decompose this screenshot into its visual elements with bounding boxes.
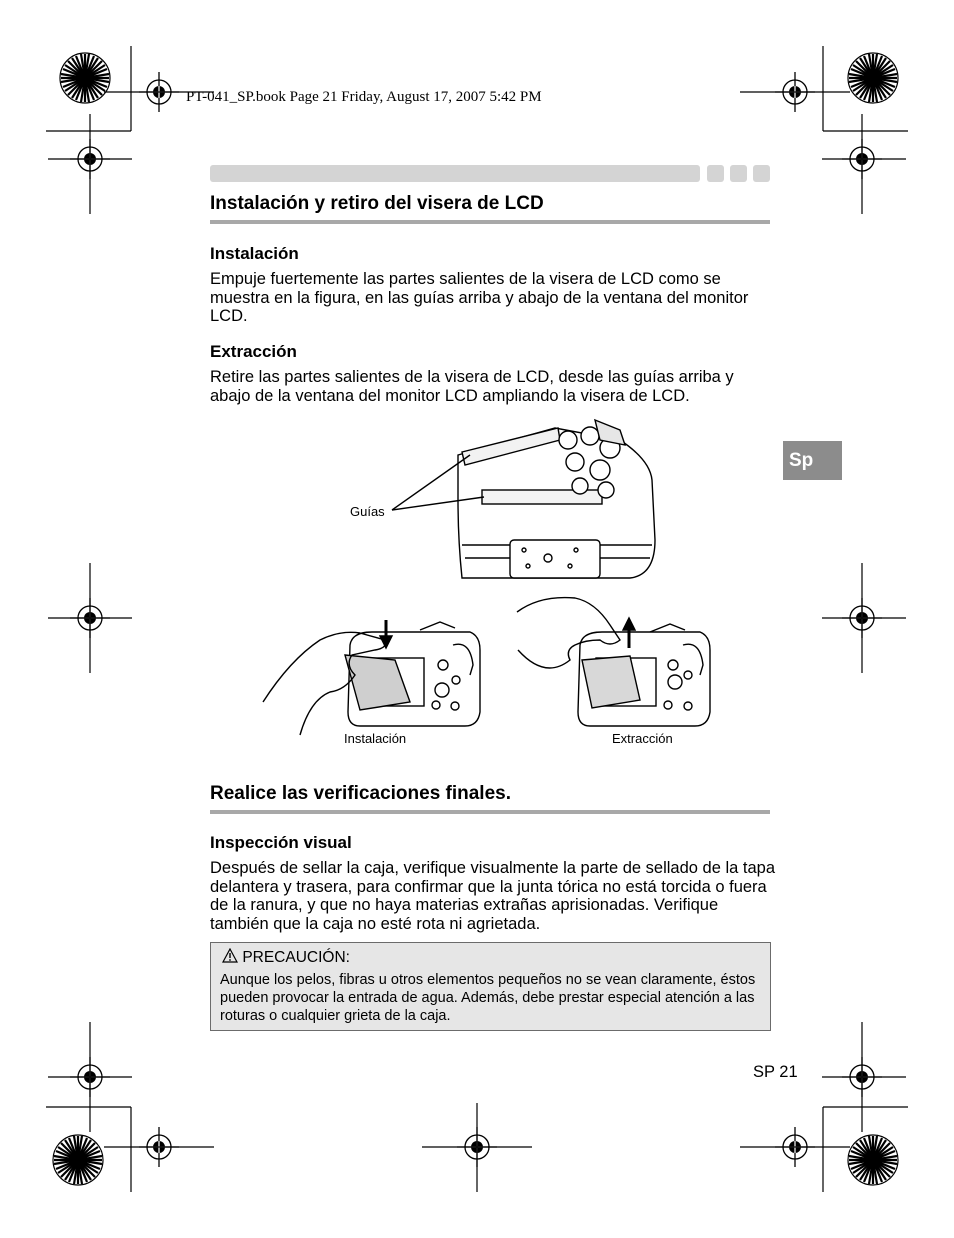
removal-heading: Extracción [210, 342, 297, 361]
installation-text: Empuje fuertemente las partes salientes de la visera de LCD como se muestra en la figura, en las guías arriba y abajo de la ventana del monitor LCD. [210, 270, 749, 325]
warning-triangle-icon [222, 948, 238, 963]
caution-title-text: PRECAUCIÓN: [242, 949, 350, 966]
guides-label: Guías [350, 504, 385, 519]
install-caption: Instalación [344, 731, 407, 746]
caution-box [210, 942, 771, 1031]
removal-caption: Extracción [612, 731, 673, 746]
installation-heading: Instalación [210, 244, 299, 263]
language-tab: Sp [783, 441, 842, 480]
visual-inspection-heading: Inspección visual [210, 833, 352, 852]
section2-rule [210, 810, 770, 814]
page-number: SP 21 [753, 1063, 798, 1081]
visual-inspection-text: Después de sellar la caja, verifique visualmente la parte de sellado de la tapa delantera y trasera, para confirmar que la junta tórica no está torcida o fuera de la ranura, y que no haya materias extrañas aprisionadas. Verifique también que la caja no esté rota ni agrietada. [210, 859, 776, 933]
section2-title: Realice las verificaciones finales. [210, 783, 512, 804]
caution-title [222, 948, 350, 967]
caution-text: Aunque los pelos, fibras u otros elementos pequeños no se vean claramente, éstos pueden provocar la entrada de agua. Además, debe prestar especial atención a las roturas o cualquier grieta de la caja. [220, 972, 756, 1024]
print-info-line: PT-041_SP.book Page 21 Friday, August 17, 2007 5:42 PM [186, 89, 542, 105]
removal-text: Retire las partes salientes de la visera de LCD, desde las guías arriba y abajo de la ventana del monitor LCD ampliando la visera de LCD. [210, 368, 734, 405]
section1-title: Instalación y retiro del visera de LCD [210, 193, 544, 214]
